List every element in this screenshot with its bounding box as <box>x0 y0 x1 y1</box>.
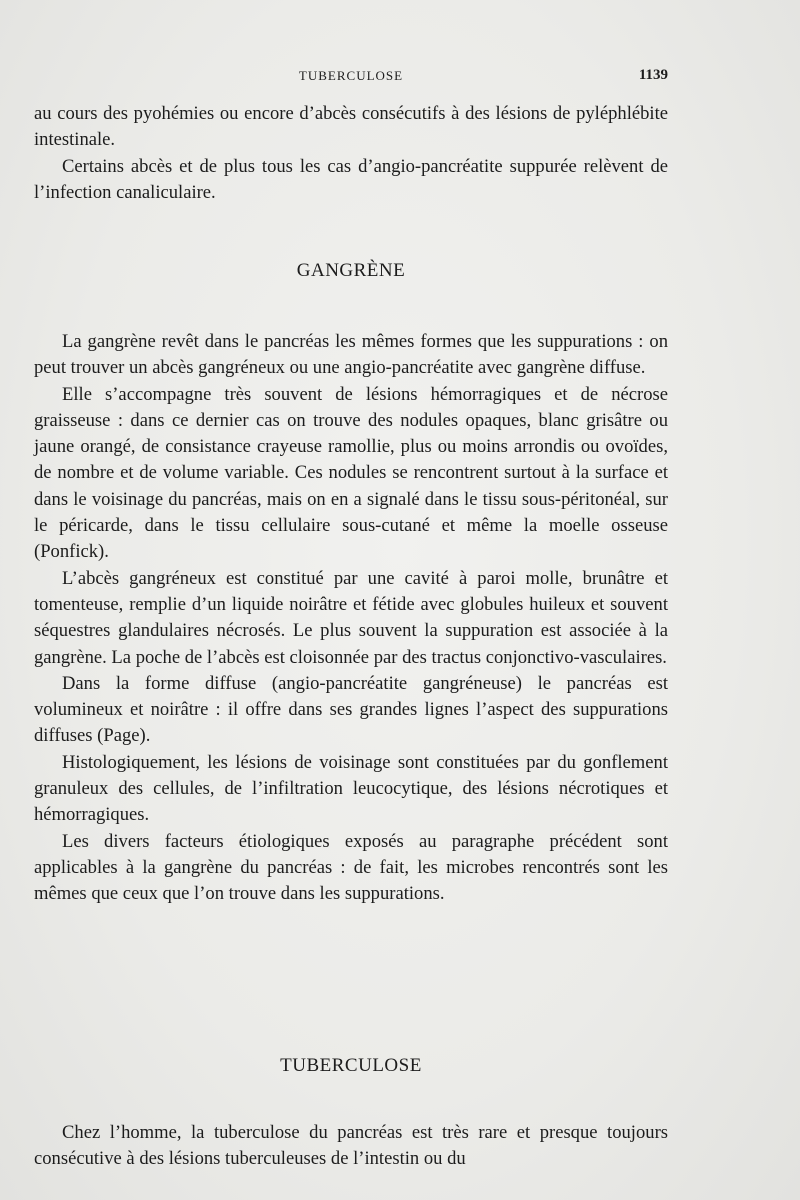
section-heading-gangrene: GANGRÈNE <box>296 260 406 281</box>
paragraph: au cours des pyohémies ou encore d’abcès consécutifs à des lésions de pyléphlébite intestinale. <box>34 103 668 151</box>
paragraph: L’abcès gangréneux est constitué par une cavité à paroi molle, brunâtre et tomenteuse, remplie d’un liquide noirâtre et fétide avec globules huileux et souvent séquestres glandulaires nécrosés. Le plus souvent la suppuration est associée à la gangrène. La poche de l’abcès est cloisonnée par des tractus conjonctivo-vasculaires. <box>34 567 668 668</box>
paragraph: Chez l’homme, la tuberculose du pancréas est très rare et presque toujours consécutive à des lésions tuberculeuses de l’intestin ou du <box>34 1122 668 1170</box>
paragraph: Certains abcès et de plus tous les cas d’angio-pancréatite suppurée relèvent de l’infection canaliculaire. <box>34 155 668 203</box>
paragraph: Dans la forme diffuse (angio-pancréatite gangréneuse) le pancréas est volumineux et noirâtre : il offre dans ses grandes lignes l’aspect des suppurations diffuses (Page). <box>34 672 668 747</box>
tuberculose-section-text <box>34 1120 668 1173</box>
gangrene-section-text <box>34 329 668 908</box>
paragraph: La gangrène revêt dans le pancréas les mêmes formes que les suppurations : on peut trouver un abcès gangréneux ou une angio-pancréatite avec gangrène diffuse. <box>34 331 668 379</box>
paragraph: Les divers facteurs étiologiques exposés au paragraphe précédent sont applicables à la gangrène du pancréas : de fait, les microbes rencontrés sont les mêmes que ceux que l’on trouve dans les suppurations. <box>34 830 668 905</box>
page-number: 1139 <box>638 67 668 83</box>
running-header <box>34 66 668 86</box>
running-title: TUBERCULOSE <box>298 68 404 83</box>
intro-text <box>34 101 668 206</box>
section-heading-tuberculose: TUBERCULOSE <box>280 1055 422 1076</box>
paragraph: Elle s’accompagne très souvent de lésions hémorragiques et de nécrose graisseuse : dans ce dernier cas on trouve des nodules opaques, blanc grisâtre ou jaune orangé, de consistance crayeuse ramollie, plus ou moins arrondis ou ovoïdes, de nombre et de volume variable. Ces nodules se rencontrent surtout à la surface et dans le voisinage du pancréas, mais on en a signalé dans le tissu sous-péritonéal, sur le péricarde, dans le tissu cellulaire sous-cutané et même la moelle osseuse (Ponfick). <box>34 383 668 563</box>
paragraph: Histologiquement, les lésions de voisinage sont constituées par du gonflement granuleux des cellules, de l’infiltration leucocytique, des lésions nécrotiques et hémorragiques. <box>34 751 668 826</box>
